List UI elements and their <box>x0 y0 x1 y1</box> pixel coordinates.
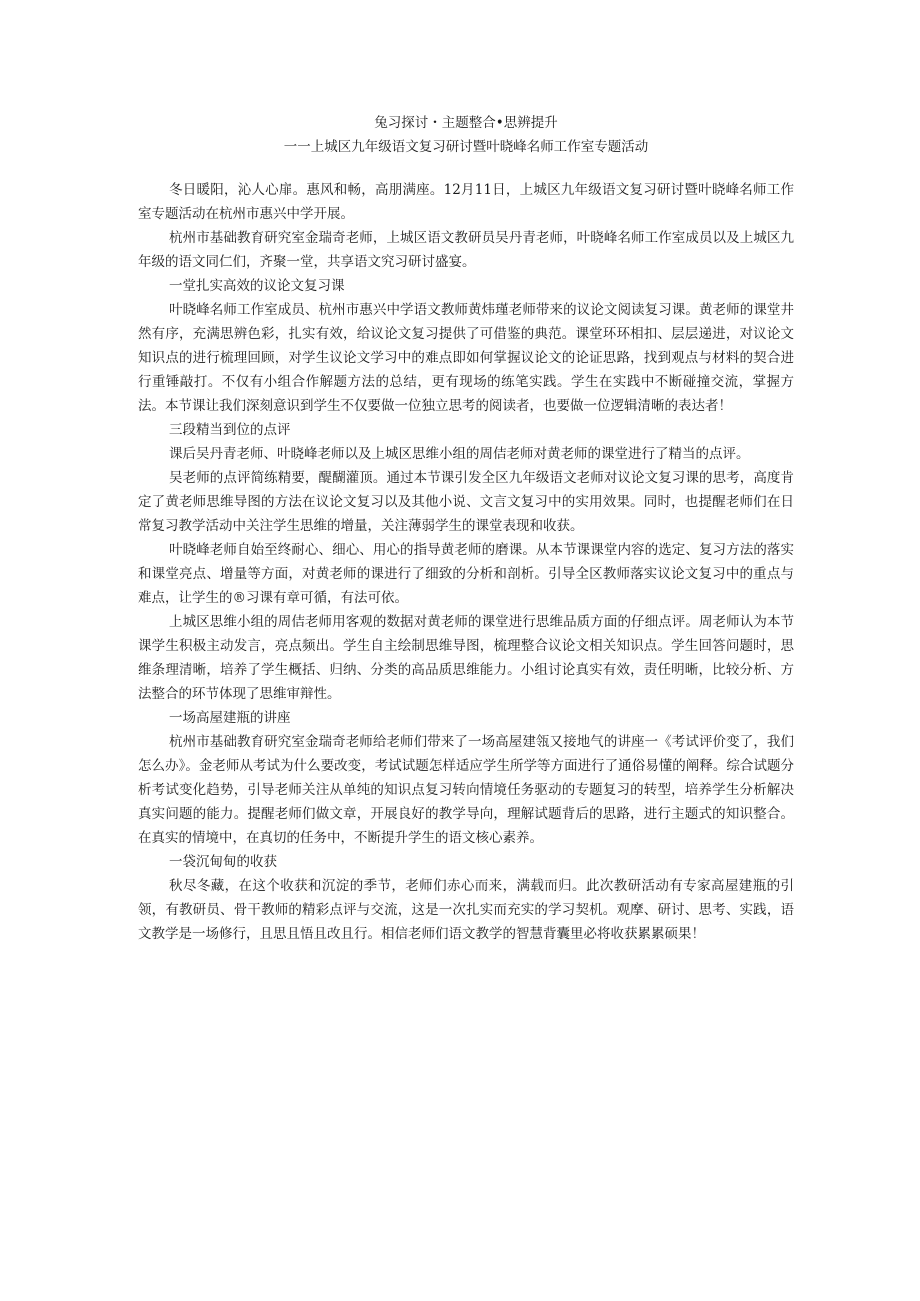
section-heading-reviews: 三段精当到位的点评 <box>169 422 291 438</box>
paragraph-attendees: 杭州市基础教育研究室金瑞奇老师，上城区语文教研员吴丹青老师，叶晓峰名师工作室成员以及上城区九年级的语文同仁们，齐聚一堂，共享语文究习研讨盛宴。 <box>138 230 794 270</box>
article <box>138 111 794 946</box>
paragraph-lecture: 杭州市基础教育研究室金瑞奇老师给老师们带来了一场高屋建瓴又接地气的讲座一《考试评价变了，我们怎么办》。金老师从考试为什么要改变，考试试题怎样适应学生所学等方面进行了通俗易懂的阐释。综合试题分析考试变化趋势，引导老师关注从单纯的知识点复习转向情境任务驱动的专题复习的转型，培养学生分析解决真实问题的能力。提醒老师们做文章，开展良好的教学导向，理解试题背后的思路，进行主题式的知识整合。在真实的情境中，在真切的任务中，不断提升学生的语文核心素养。 <box>138 734 794 846</box>
section-heading-lesson: 一堂扎实高效的议论文复习课 <box>169 278 345 294</box>
article-subtitle: 一一上城区九年级语文复习研讨暨叶晓峰名师工作室专题活动 <box>283 139 649 155</box>
paragraph-intro: 冬日暖阳，沁人心扉。惠风和畅，高朋满座。12月11日，上城区九年级语文复习研讨暨叶晓峰名师工作室专题活动在杭州市惠兴中学开展。 <box>138 182 794 222</box>
paragraph-review-ye: 叶晓峰老师自始至终耐心、细心、用心的指导黄老师的磨课。从本节课课堂内容的选定、复习方法的落实和课堂亮点、增量等方面，对黄老师的课进行了细致的分析和剖析。引导全区教师落实议论文复习中的重点与难点，让学生的®习课有章可循，有法可依。 <box>138 542 794 606</box>
paragraph-reviews-intro: 课后吴丹青老师、叶晓峰老师以及上城区思维小组的周佶老师对黄老师的课堂进行了精当的点评。 <box>169 446 750 462</box>
article-title: 兔习探讨・主题整合•思辨提升 <box>374 115 558 131</box>
paragraph-harvest: 秋尽冬藏，在这个收获和沉淀的季节，老师们赤心而来，满载而归。此次教研活动有专家高屋建瓶的引领，有教研员、骨干教师的精彩点评与交流，这是一次扎实而充实的学习契机。观摩、研讨、思考、实践，语文教学是一场修行，且思且悟且改且行。相信老师们语文教学的智慧背囊里必将收获累累硕果！ <box>138 878 794 942</box>
paragraph-review-wu: 吴老师的点评简练精要，醍醐灌顶。通过本节课引发全区九年级语文老师对议论文复习课的思考，高度肯定了黄老师思维导图的方法在议论文复习以及其他小说、文言文复习中的实用效果。同时，也提醒老师们在日常复习教学活动中关注学生思维的增量，关注薄弱学生的课堂表现和收获。 <box>138 470 794 534</box>
section-heading-harvest: 一袋沉甸甸的收获 <box>169 854 278 870</box>
paragraph-review-zhou: 上城区思维小组的周佶老师用客观的数据对黄老师的课堂进行思维品质方面的仔细点评。周老师认为本节课学生积极主动发言，亮点频出。学生自主绘制思维导图，梳理整合议论文相关知识点。学生回答问题时，思维条理清晰，培养了学生概括、归纳、分类的高品质思维能力。小组讨论真实有效，责任明晰，比较分析、方法整合的环节体现了思维审辩性。 <box>138 614 794 702</box>
paragraph-lesson: 叶晓峰名师工作室成员、杭州市惠兴中学语文教师黄炜瑾老师带来的议论文阅读复习课。黄老师的课堂井然有序，充满思辨色彩，扎实有效，给议论文复习提供了可借鉴的典范。课堂环环相扣、层层递进，对议论文知识点的进行梳理回顾，对学生议论文学习中的难点即如何掌握议论文的论证思路，找到观点与材料的契合进行重锤敲打。不仅有小组合作解题方法的总结，更有现场的练笔实践。学生在实践中不断碰撞交流，掌握方法。本节课让我们深刻意识到学生不仅要做一位独立思考的阅读者，也要做一位逻辑清晰的表达者！ <box>138 302 794 414</box>
section-heading-lecture: 一场高屋建瓶的讲座 <box>169 710 291 726</box>
